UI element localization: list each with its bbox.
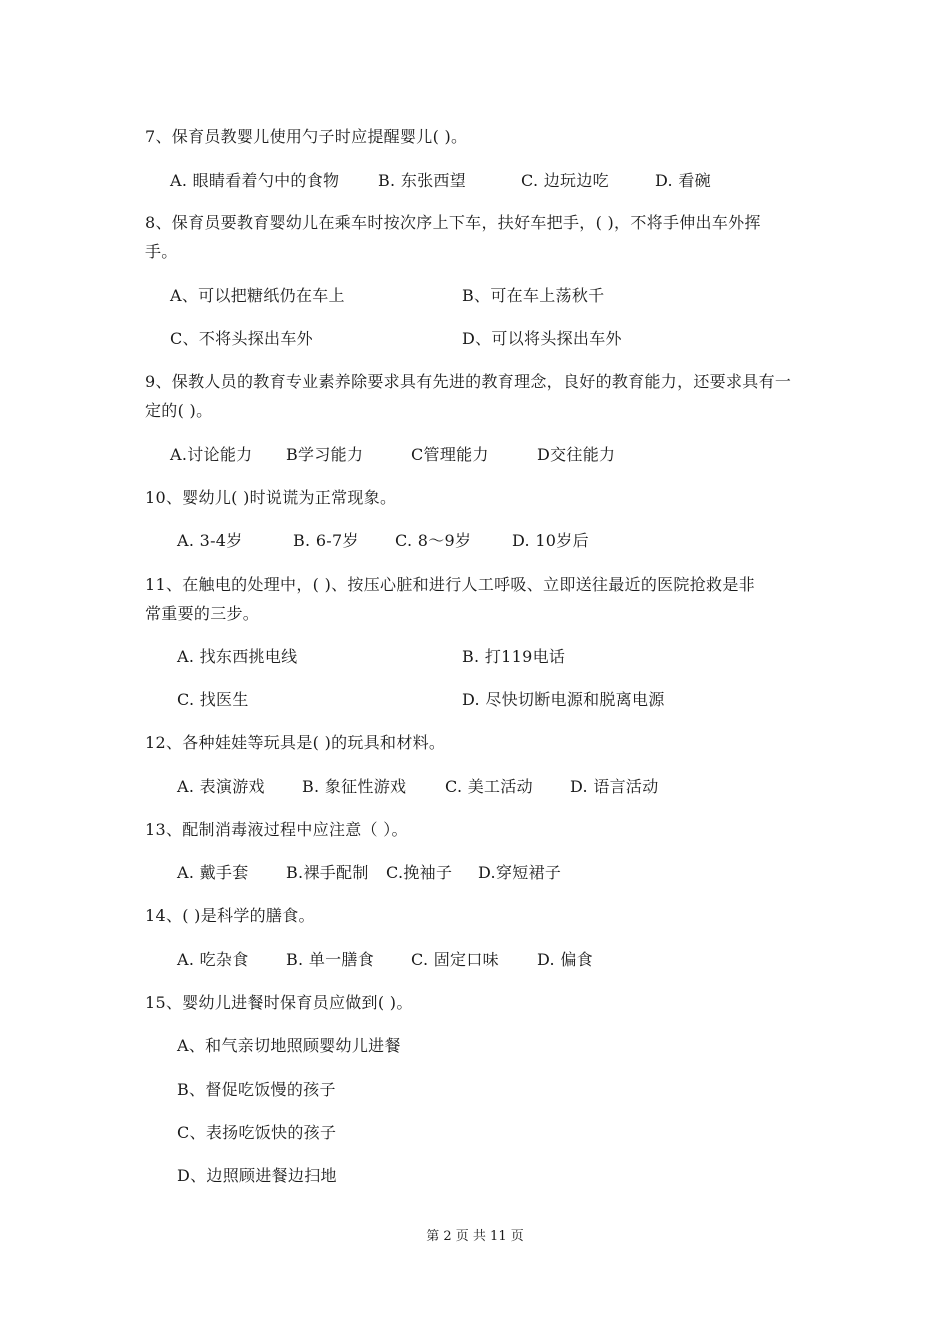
question-14-option-d: D. 偏食 xyxy=(537,950,593,969)
question-7-option-b: B. 东张西望 xyxy=(378,171,467,190)
question-15-option-b: B、督促吃饭慢的孩子 xyxy=(177,1080,336,1099)
question-7-stem: 7、保育员教婴儿使用勺子时应提醒婴儿( )。 xyxy=(145,127,468,146)
question-9-stem-line2: 定的( )。 xyxy=(145,401,213,420)
question-14-option-a: A. 吃杂食 xyxy=(177,950,249,969)
question-10-option-a: A. 3-4岁 xyxy=(177,531,243,550)
question-15-option-c: C、表扬吃饭快的孩子 xyxy=(177,1123,337,1142)
question-7-option-c: C. 边玩边吃 xyxy=(521,171,609,190)
question-11-stem-line2: 常重要的三步。 xyxy=(145,604,260,623)
page-number-footer: 第 2 页 共 11 页 xyxy=(426,1229,524,1244)
question-8-option-d: D、可以将头探出车外 xyxy=(462,329,622,348)
question-11-option-d: D. 尽快切断电源和脱离电源 xyxy=(462,690,665,709)
question-8-option-c: C、不将头探出车外 xyxy=(170,329,313,348)
question-13-stem: 13、配制消毒液过程中应注意（ ）。 xyxy=(145,820,408,839)
question-8-stem-line2: 手。 xyxy=(145,242,178,261)
question-12-option-a: A. 表演游戏 xyxy=(177,777,265,796)
question-12-stem: 12、各种娃娃等玩具是( )的玩具和材料。 xyxy=(145,733,446,752)
question-8-stem-line1: 8、保育员要教育婴幼儿在乘车时按次序上下车，扶好车把手，( )，不将手伸出车外挥 xyxy=(145,213,761,232)
question-13-option-b: B.裸手配制 xyxy=(286,863,369,882)
question-14-option-c: C. 固定口味 xyxy=(411,950,499,969)
question-8-option-a: A、可以把糖纸仍在车上 xyxy=(170,286,345,305)
question-9-stem-line1: 9、保教人员的教育专业素养除要求具有先进的教育理念，良好的教育能力，还要求具有一 xyxy=(145,372,792,391)
question-12-option-b: B. 象征性游戏 xyxy=(302,777,407,796)
question-14-option-b: B. 单一膳食 xyxy=(286,950,375,969)
question-7-option-d: D. 看碗 xyxy=(655,171,711,190)
question-13-option-a: A. 戴手套 xyxy=(177,863,249,882)
question-15-option-d: D、边照顾进餐边扫地 xyxy=(177,1166,337,1185)
question-14-stem: 14、( )是科学的膳食。 xyxy=(145,906,315,925)
question-13-option-c: C.挽袖子 xyxy=(386,863,453,882)
question-9-option-b: B学习能力 xyxy=(286,445,364,464)
question-9-option-a: A.讨论能力 xyxy=(170,445,253,464)
question-10-option-c: C. 8～9岁 xyxy=(395,531,472,550)
question-9-option-c: C管理能力 xyxy=(411,445,489,464)
question-11-option-b: B. 打119电话 xyxy=(462,647,566,666)
question-8-option-b: B、可在车上荡秋千 xyxy=(462,286,605,305)
question-12-option-c: C. 美工活动 xyxy=(445,777,533,796)
question-10-option-d: D. 10岁后 xyxy=(512,531,589,550)
question-9-option-d: D交往能力 xyxy=(537,445,616,464)
question-11-option-c: C. 找医生 xyxy=(177,690,249,709)
question-10-option-b: B. 6-7岁 xyxy=(293,531,359,550)
question-15-option-a: A、和气亲切地照顾婴幼儿进餐 xyxy=(177,1036,401,1055)
question-15-stem: 15、婴幼儿进餐时保育员应做到( )。 xyxy=(145,993,413,1012)
question-11-stem-line1: 11、在触电的处理中，( )、按压心脏和进行人工呼吸、立即送往最近的医院抢救是非 xyxy=(145,575,755,594)
question-13-option-d: D.穿短裙子 xyxy=(478,863,562,882)
question-7-option-a: A. 眼睛看着勺中的食物 xyxy=(170,171,340,190)
question-10-stem: 10、婴幼儿( )时说谎为正常现象。 xyxy=(145,488,397,507)
question-11-option-a: A. 找东西挑电线 xyxy=(177,647,298,666)
question-12-option-d: D. 语言活动 xyxy=(570,777,659,796)
